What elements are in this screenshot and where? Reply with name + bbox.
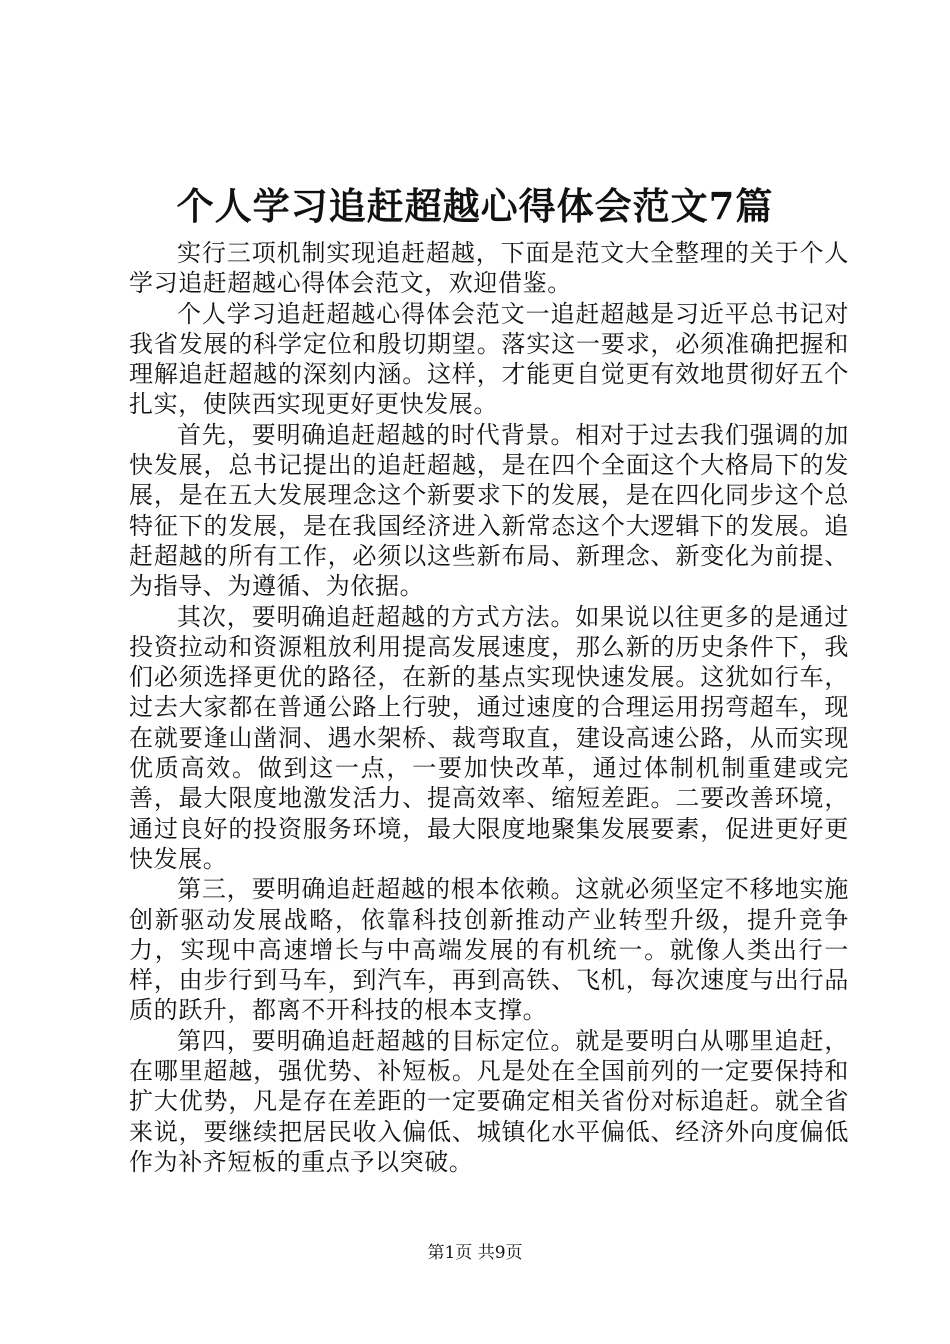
page-footer: 第1页 共9页 (427, 1243, 523, 1263)
document-title: 个人学习追赶超越心得体会范文7篇 (176, 184, 774, 228)
paragraph-first-point: 首先，要明确追赶超越的时代背景。相对于过去我们强调的加快发展，总书记提出的追赶超越，是在四个全面这个大格局下的发展，是在五大发展理念这个新要求下的发展，是在四化同步这个总特征下的发展，是在我国经济进入新常态这个大逻辑下的发展。追赶超越的所有工作，必须以这些新布局、新理念、新变化为前提、为指导、为遵循、为依据。 (129, 420, 849, 601)
paragraph-third-point: 第三，要明确追赶超越的根本依赖。这就必须坚定不移地实施创新驱动发展战略，依靠科技创新推动产业转型升级，提升竞争力，实现中高速增长与中高端发展的有机统一。就像人类出行一样，由步行到马车，到汽车，再到高铁、飞机，每次速度与出行品质的跃升，都离不开科技的根本支撑。 (129, 875, 849, 1025)
paragraph-essay-one-opening: 个人学习追赶超越心得体会范文一追赶超越是习近平总书记对我省发展的科学定位和殷切期望。落实这一要求，必须准确把握和理解追赶超越的深刻内涵。这样，才能更自觉更有效地贯彻好五个扎实，使陕西实现更好更快发展。 (129, 299, 849, 419)
paragraph-fourth-point: 第四，要明确追赶超越的目标定位。就是要明白从哪里追赶，在哪里超越，强优势、补短板。凡是处在全国前列的一定要保持和扩大优势，凡是存在差距的一定要确定相关省份对标追赶。就全省来说，要继续把居民收入偏低、城镇化水平偏低、经济外向度偏低作为补齐短板的重点予以突破。 (129, 1026, 849, 1176)
document-body (129, 238, 849, 1177)
paragraph-intro: 实行三项机制实现追赶超越，下面是范文大全整理的关于个人学习追赶超越心得体会范文，欢迎借鉴。 (129, 239, 849, 298)
paragraph-second-point: 其次，要明确追赶超越的方式方法。如果说以往更多的是通过投资拉动和资源粗放利用提高发展速度，那么新的历史条件下，我们必须选择更优的路径，在新的基点实现快速发展。这犹如行车，过去大家都在普通公路上行驶，通过速度的合理运用拐弯超车，现在就要逢山凿洞、遇水架桥、裁弯取直，建设高速公路，从而实现优质高效。做到这一点，一要加快改革，通过体制机制重建或完善，最大限度地激发活力、提高效率、缩短差距。二要改善环境，通过良好的投资服务环境，最大限度地聚集发展要素，促进更好更快发展。 (129, 602, 849, 873)
